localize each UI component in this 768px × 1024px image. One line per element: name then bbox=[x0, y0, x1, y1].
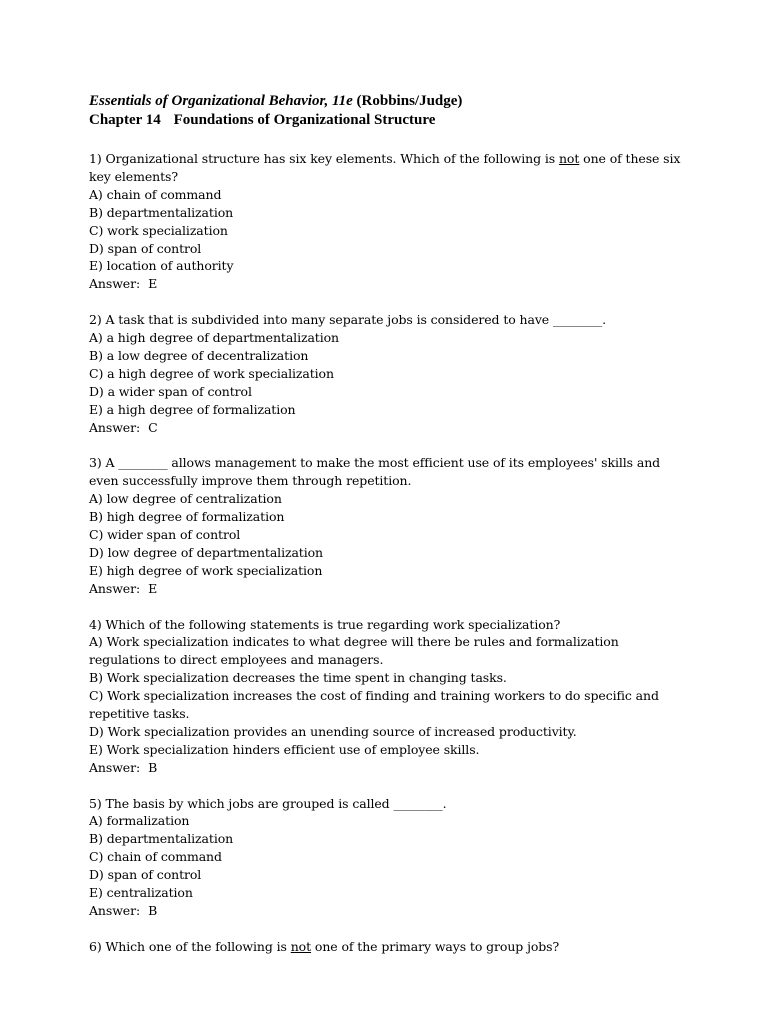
choice-d: D) a wider span of control bbox=[89, 383, 252, 399]
choice-b: B) Work specialization decreases the time spent in changing tasks. bbox=[89, 670, 507, 686]
question-5 bbox=[89, 795, 689, 920]
document-page bbox=[89, 92, 689, 974]
question-stem: 3) A ________ allows management to make the most efficient use of its employees' skills and even successfully improve them through repetition. bbox=[89, 455, 661, 489]
choice-c: C) a high degree of work specialization bbox=[89, 365, 334, 381]
answer-value: E bbox=[148, 580, 158, 596]
book-authors: (Robbins/Judge) bbox=[352, 93, 463, 109]
answer-label: Answer: bbox=[89, 419, 141, 435]
chapter-heading bbox=[89, 111, 689, 130]
choice-d: D) span of control bbox=[89, 867, 202, 883]
answer-line bbox=[89, 419, 689, 437]
question-stem: 5) The basis by which jobs are grouped is called ________. bbox=[89, 795, 447, 811]
choice-d: D) Work specialization provides an unending source of increased productivity. bbox=[89, 723, 577, 739]
choice-b: B) departmentalization bbox=[89, 204, 234, 220]
answer-value: B bbox=[148, 759, 158, 775]
book-title: Essentials of Organizational Behavior, 11e bbox=[89, 93, 353, 109]
answer-line bbox=[89, 275, 689, 293]
choice-d: D) span of control bbox=[89, 240, 202, 256]
question-1 bbox=[89, 150, 689, 293]
answer-line bbox=[89, 902, 689, 920]
question-6 bbox=[89, 938, 689, 956]
choice-a: A) a high degree of departmentalization bbox=[89, 330, 340, 346]
question-stem: 6) Which one of the following is not one of the primary ways to group jobs? bbox=[89, 938, 560, 954]
choice-e: E) high degree of work specialization bbox=[89, 562, 323, 578]
question-stem: 1) Organizational structure has six key elements. Which of the following is not one of these six key elements? bbox=[89, 151, 681, 184]
choice-e: E) centralization bbox=[89, 885, 193, 901]
choice-a: A) low degree of centralization bbox=[89, 491, 282, 507]
emphasis-not: not bbox=[558, 151, 580, 166]
answer-value: B bbox=[148, 903, 158, 918]
choice-b: B) high degree of formalization bbox=[89, 509, 285, 525]
choice-c: C) work specialization bbox=[89, 222, 228, 238]
answer-label: Answer: bbox=[89, 276, 141, 292]
question-4 bbox=[89, 616, 689, 777]
answer-label: Answer: bbox=[89, 903, 141, 918]
document-header bbox=[89, 92, 689, 130]
choice-a: A) formalization bbox=[89, 813, 190, 829]
answer-label: Answer: bbox=[89, 759, 141, 775]
choice-a: A) chain of command bbox=[89, 186, 222, 202]
answer-line bbox=[89, 759, 689, 777]
chapter-title: Foundations of Organizational Structure bbox=[173, 112, 436, 128]
book-title-line bbox=[89, 92, 689, 111]
choice-d: D) low degree of departmentalization bbox=[89, 544, 323, 560]
choice-e: E) Work specialization hinders efficient use of employee skills. bbox=[89, 741, 480, 757]
choice-c: C) chain of command bbox=[89, 849, 222, 865]
choice-e: E) a high degree of formalization bbox=[89, 401, 296, 417]
answer-label: Answer: bbox=[89, 580, 141, 596]
question-list bbox=[89, 150, 689, 956]
choice-c: C) wider span of control bbox=[89, 527, 241, 542]
question-2 bbox=[89, 311, 689, 436]
answer-value: E bbox=[148, 276, 158, 292]
choice-b: B) a low degree of decentralization bbox=[89, 347, 309, 363]
chapter-number: Chapter 14 bbox=[89, 112, 161, 128]
question-stem: 4) Which of the following statements is true regarding work specialization? bbox=[89, 616, 561, 632]
choice-c: C) Work specialization increases the cost of finding and training workers to do specific and repetitive tasks. bbox=[89, 688, 659, 722]
choice-a: A) Work specialization indicates to what degree will there be rules and formalization regulations to direct employees and managers. bbox=[89, 634, 619, 668]
choice-e: E) location of authority bbox=[89, 258, 234, 274]
choice-b: B) departmentalization bbox=[89, 831, 234, 847]
answer-line bbox=[89, 580, 689, 598]
question-stem: 2) A task that is subdivided into many separate jobs is considered to have ________. bbox=[89, 312, 607, 328]
emphasis-not: not bbox=[290, 938, 312, 954]
question-3 bbox=[89, 454, 689, 597]
answer-value: C bbox=[148, 419, 158, 435]
